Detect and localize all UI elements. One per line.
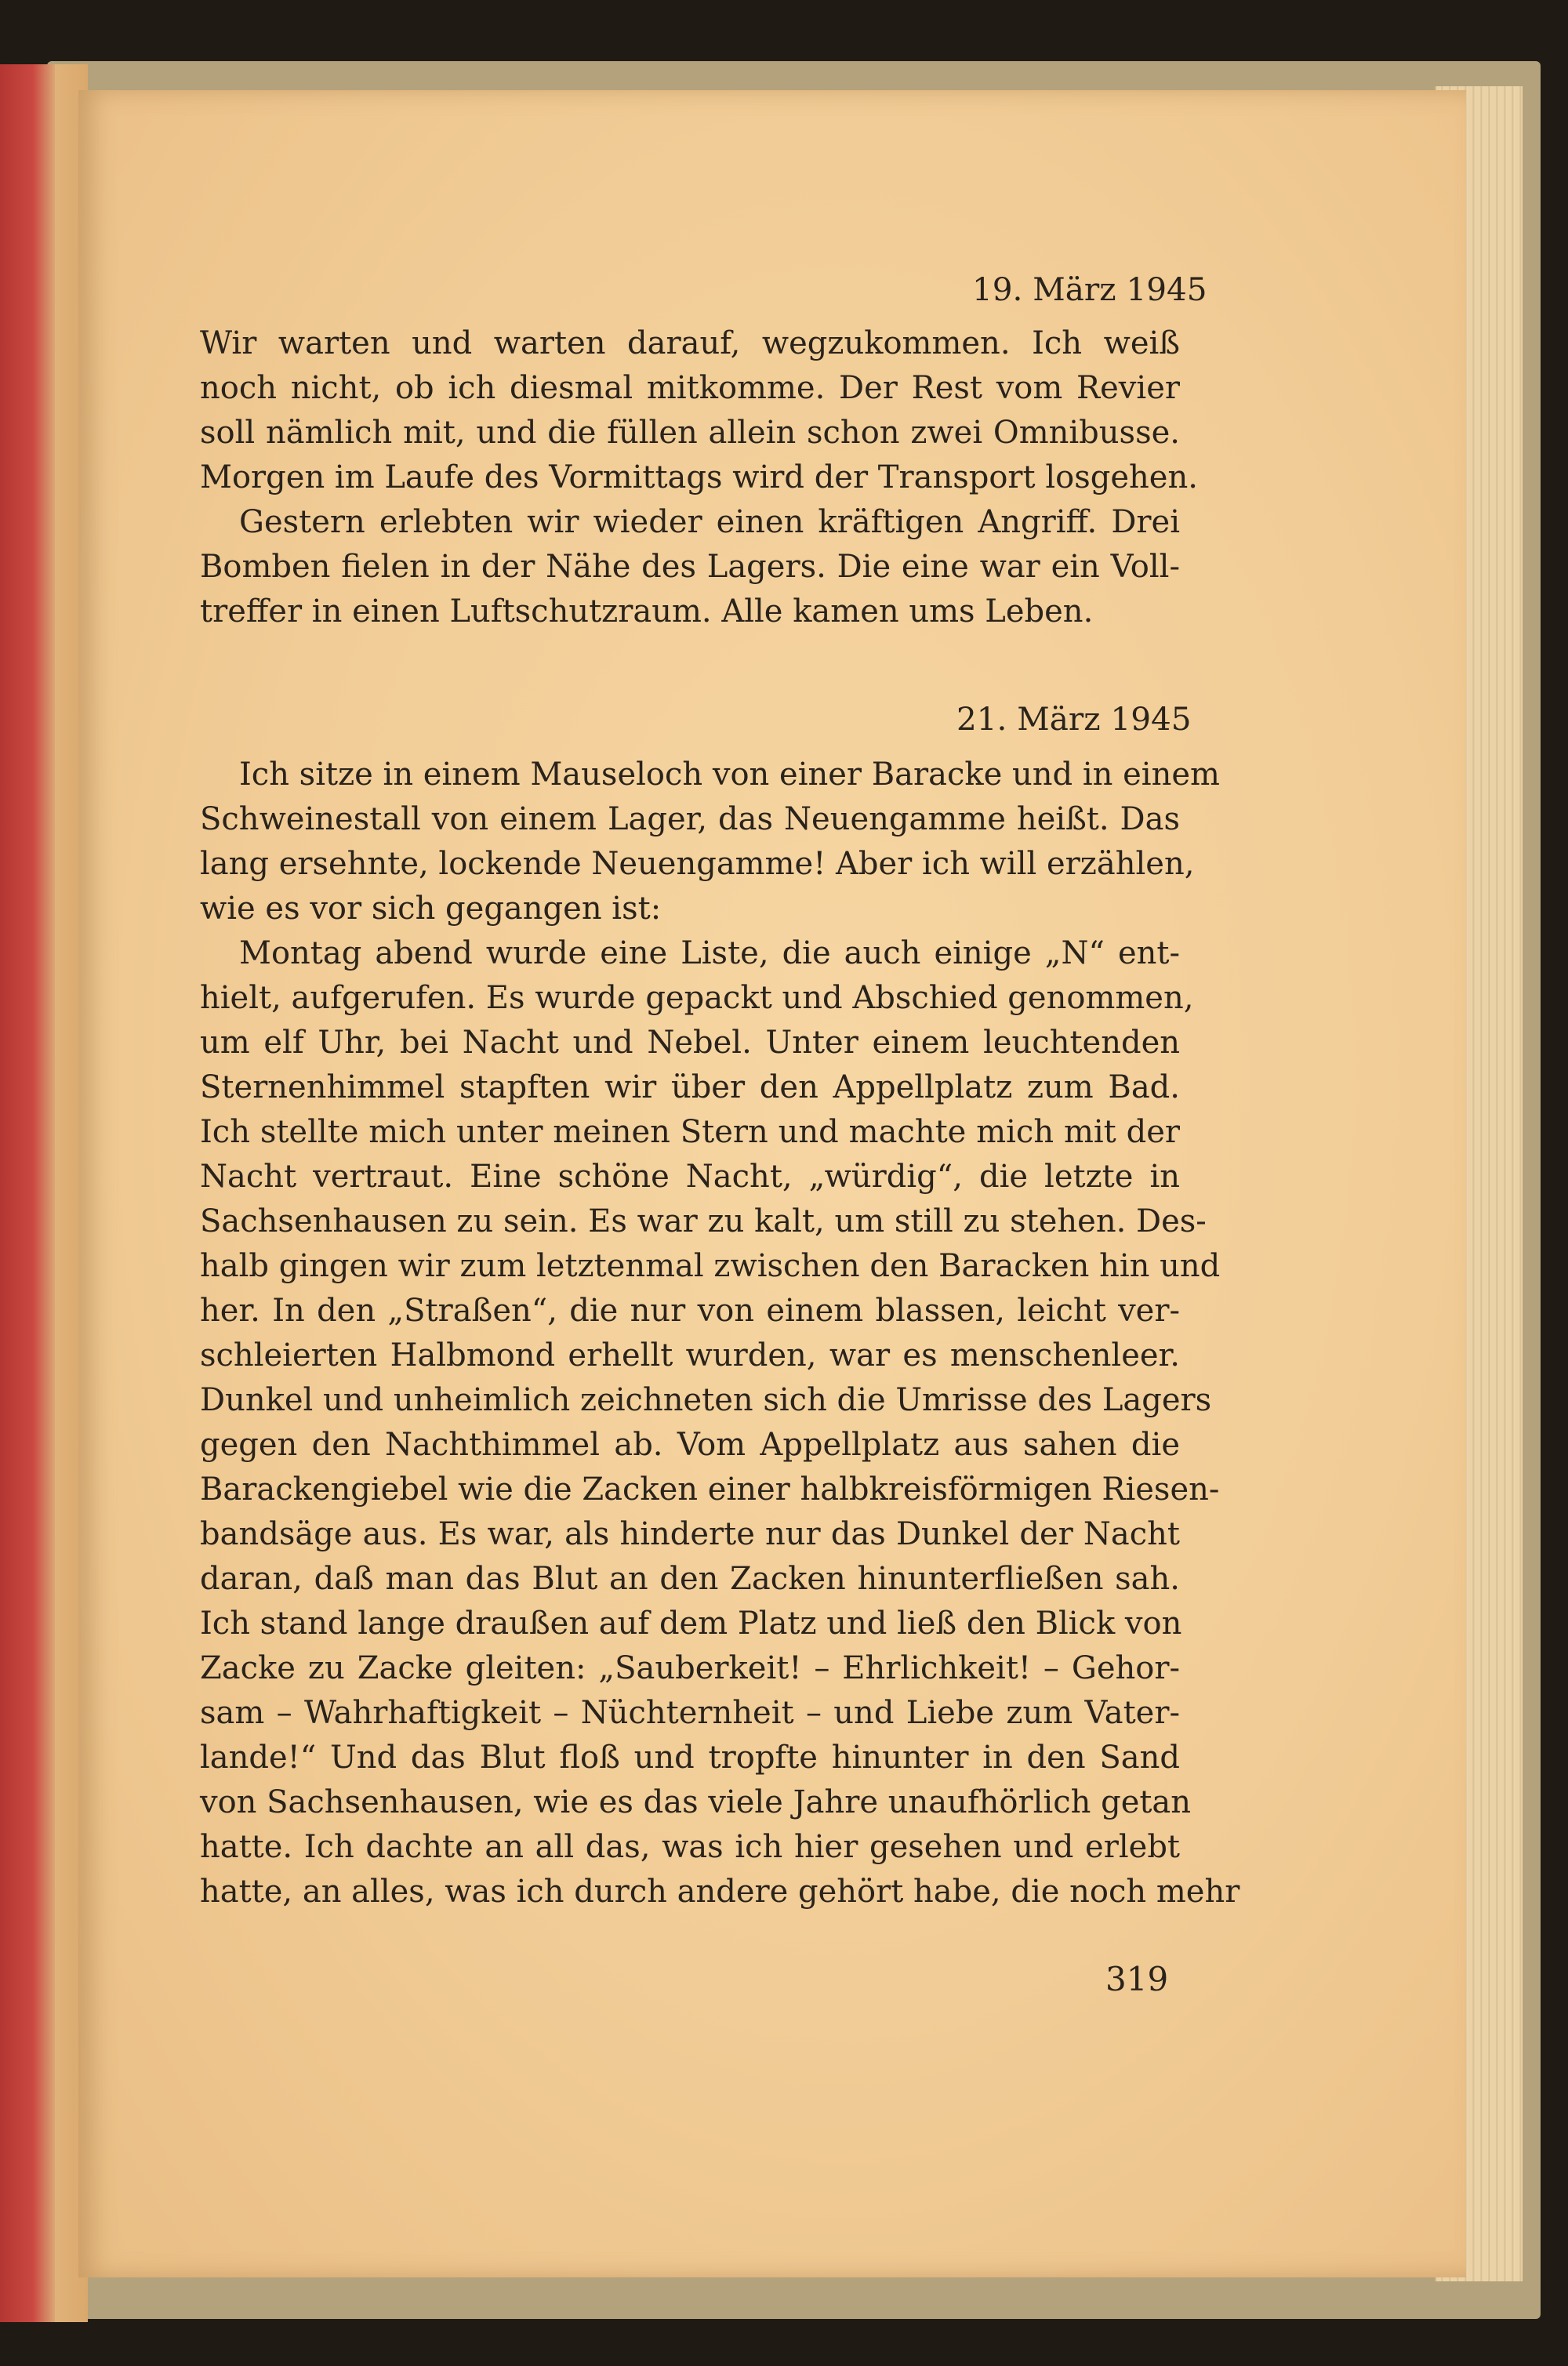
text-line: Montag abend wurde eine Liste, die auch einige „N“ ent-	[239, 935, 1180, 971]
text-line: hielt, aufgerufen. Es wurde gepackt und Abschied genommen,	[200, 980, 1194, 1016]
text-line: Schweinestall von einem Lager, das Neuengamme heißt. Das	[200, 801, 1180, 837]
text-line: noch nicht, ob ich diesmal mitkomme. Der Rest vom Revier	[200, 370, 1180, 406]
text-line: schleierten Halbmond erhellt wurden, war es menschenleer.	[200, 1337, 1180, 1374]
text-line: Wir warten und warten darauf, wegzukommen. Ich weiß	[200, 325, 1180, 361]
text-line: sam – Wahrhaftigkeit – Nüchternheit – und Liebe zum Vater-	[200, 1695, 1180, 1731]
text-line: Ich stellte mich unter meinen Stern und machte mich mit der	[200, 1114, 1180, 1150]
text-line: halb gingen wir zum letztenmal zwischen den Baracken hin und	[200, 1248, 1221, 1284]
text-line: Ich stand lange draußen auf dem Platz und ließ den Blick von	[200, 1606, 1182, 1642]
text-line: Morgen im Laufe des Vormittags wird der Transport losgehen.	[200, 459, 1198, 495]
text-line: Barackengiebel wie die Zacken einer halbkreisförmigen Riesen-	[200, 1471, 1220, 1508]
entry-date: 19. März 1945	[972, 270, 1207, 308]
text-line: wie es vor sich gegangen ist:	[200, 891, 662, 927]
entry-date: 21. März 1945	[956, 700, 1192, 738]
text-line: hatte. Ich dachte an all das, was ich hier gesehen und erlebt	[200, 1829, 1180, 1865]
text-line: hatte, an alles, was ich durch andere gehört habe, die noch mehr	[200, 1874, 1240, 1910]
text-line: Bomben fielen in der Nähe des Lagers. Die eine war ein Voll-	[200, 549, 1180, 585]
text-line: Sternenhimmel stapften wir über den Appellplatz zum Bad.	[200, 1069, 1180, 1105]
text-line: Ich sitze in einem Mauseloch von einer Baracke und in einem	[239, 757, 1220, 793]
text-line: bandsäge aus. Es war, als hinderte nur das Dunkel der Nacht	[200, 1516, 1180, 1552]
text-line: gegen den Nachthimmel ab. Vom Appellplatz aus sahen die	[200, 1427, 1180, 1463]
spine-binding	[0, 64, 55, 2322]
page-number: 319	[1105, 1960, 1169, 1998]
text-line: Nacht vertraut. Eine schöne Nacht, „würdig“, die letzte in	[200, 1159, 1180, 1195]
text-line: lande!“ Und das Blut floß und tropfte hinunter in den Sand	[200, 1740, 1180, 1776]
text-line: Dunkel und unheimlich zeichneten sich die Umrisse des Lagers	[200, 1382, 1212, 1418]
text-line: von Sachsenhausen, wie es das viele Jahre unaufhörlich getan	[200, 1784, 1192, 1820]
text-line: um elf Uhr, bei Nacht und Nebel. Unter einem leuchtenden	[200, 1025, 1180, 1061]
text-line: Zacke zu Zacke gleiten: „Sauberkeit! – Ehrlichkeit! – Gehor-	[200, 1650, 1180, 1686]
text-line: Gestern erlebten wir wieder einen kräftigen Angriff. Drei	[239, 504, 1180, 540]
text-line: daran, daß man das Blut an den Zacken hinunterfließen sah.	[200, 1561, 1180, 1597]
text-line: soll nämlich mit, und die füllen allein schon zwei Omnibusse.	[200, 415, 1180, 451]
text-line: Sachsenhausen zu sein. Es war zu kalt, um still zu stehen. Des-	[200, 1203, 1207, 1239]
text-line: treffer in einen Luftschutzraum. Alle kamen ums Leben.	[200, 593, 1094, 630]
text-line: lang ersehnte, lockende Neuengamme! Aber ich will erzählen,	[200, 846, 1195, 882]
text-line: her. In den „Straßen“, die nur von einem blassen, leicht ver-	[200, 1293, 1180, 1329]
